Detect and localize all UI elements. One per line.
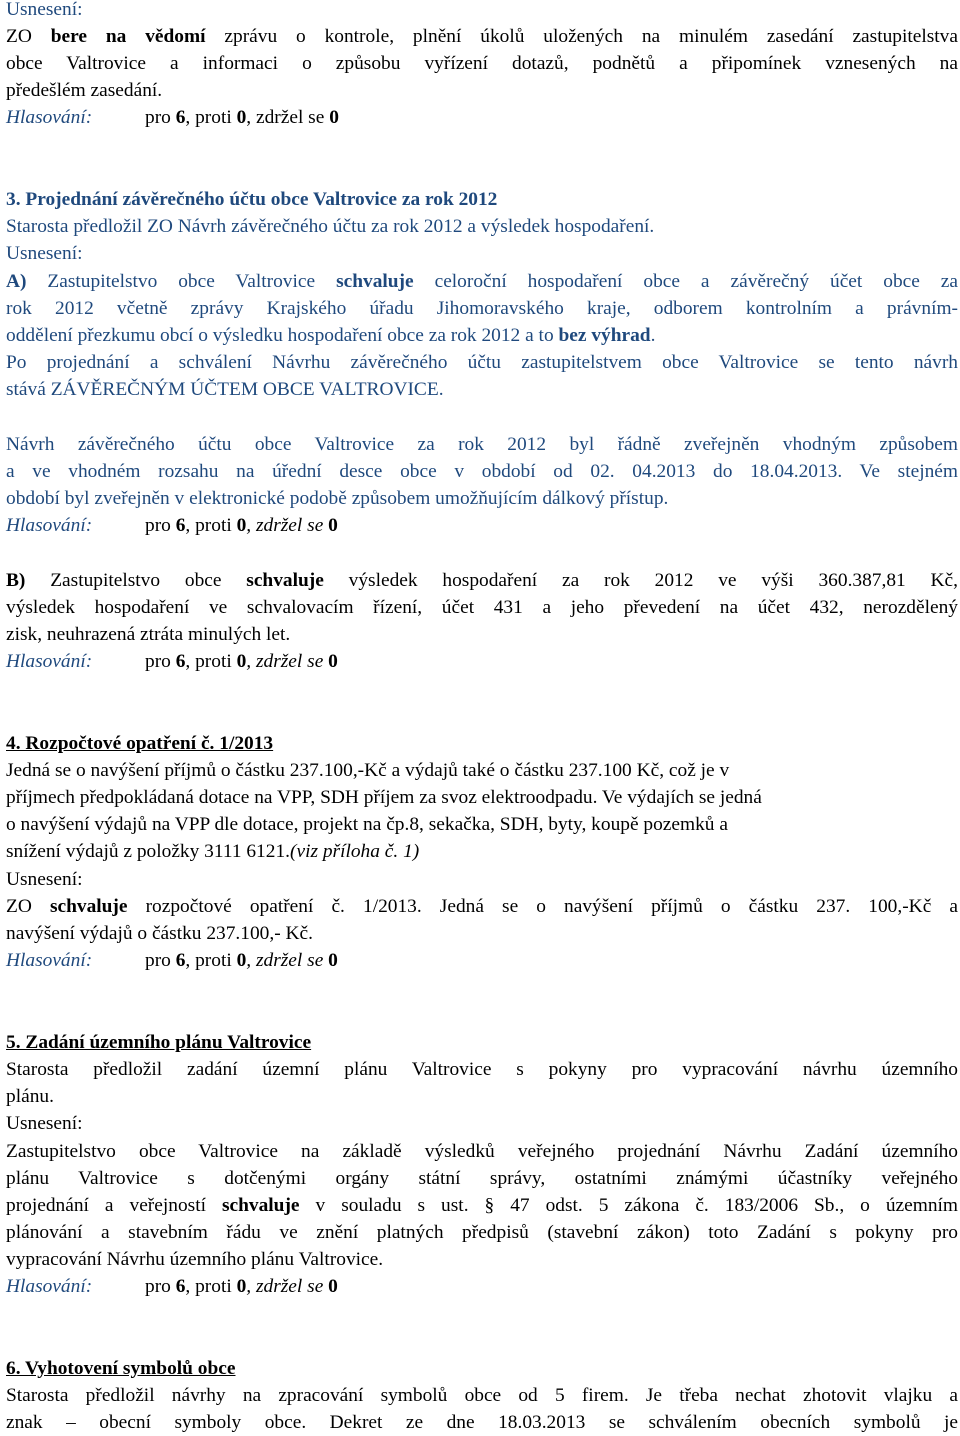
vote-line: Hlasování: pro 6, proti 0, zdržel se 0 [6, 1276, 338, 1297]
resolution-line: ZO schvaluje rozpočtové opatření č. 1/2013. Jedná se o navýšení příjmů o částku 237. 100,-Kč a [6, 896, 958, 917]
vote-line: Hlasování: pro 6, proti 0, zdržel se 0 [6, 107, 339, 128]
section-heading: 4. Rozpočtové opatření č. 1/2013 [6, 733, 274, 754]
resolution-line: plánování a stavebním řádu ve znění platných předpisů (stavební zákon) toto Zadání s pokyny pro [6, 1222, 958, 1243]
resolution-line: zisk, neuhrazená ztráta minulých let. [6, 624, 291, 645]
paragraph-line: Starosta předložil ZO Návrh závěrečného účtu za rok 2012 a výsledek hospodaření. [6, 216, 655, 237]
resolution-line: oddělení přezkumu obcí o výsledku hospodaření obce za rok 2012 a to bez výhrad. [6, 325, 656, 346]
resolution-line: Návrh závěrečného účtu obce Valtrovice za rok 2012 byl řádně zveřejněn vhodným způsobem [6, 434, 958, 455]
section-heading: 6. Vyhotovení symbolů obce [6, 1358, 236, 1379]
resolution-label: Usnesení: [6, 243, 83, 264]
resolution-line: projednání a veřejností schvaluje v souladu s ust. § 47 odst. 5 zákona č. 183/2006 Sb., o územním [6, 1195, 959, 1216]
paragraph-line: snížení výdajů z položky 3111 6121.(viz příloha č. 1) [6, 841, 420, 862]
resolution-line: období byl zveřejněn v elektronické podobě způsobem umožňujícím dálkový přístup. [6, 488, 669, 509]
resolution-line: A) Zastupitelstvo obce Valtrovice schvaluje celoroční hospodaření obce a závěrečný účet obce za [6, 271, 959, 292]
intro-line: obce Valtrovice a informaci o způsobu vyřízení dotazů, podnětů a připomínek vznesených na [6, 53, 958, 74]
paragraph-line: o navýšení výdajů na VPP dle dotace, projekt na čp.8, sekačka, SDH, byty, koupě pozemků a [6, 814, 728, 835]
resolution-line: výsledek hospodaření ve schvalovacím řízení, účet 431 a jeho převedení na účet 432, nerozdělený [6, 597, 958, 618]
resolution-line: stává ZÁVĚREČNÝM ÚČTEM OBCE VALTROVICE. [6, 379, 444, 400]
resolution-line: a ve vhodném rozsahu na úřední desce obce v období od 02. 04.2013 do 18.04.2013. Ve stejném [6, 461, 958, 482]
paragraph-line: Jedná se o navýšení příjmů o částku 237.100,-Kč a výdajů také o částku 237.100 Kč, což je v [6, 760, 730, 781]
resolution-line: plánu Valtrovice s dotčenými orgány státní správy, ostatními známými účastníky veřejného [6, 1168, 958, 1189]
resolution-label: Usnesení: [6, 1113, 83, 1134]
vote-line: Hlasování: pro 6, proti 0, zdržel se 0 [6, 651, 338, 672]
resolution-line: B) Zastupitelstvo obce schvaluje výsledek hospodaření za rok 2012 ve výši 360.387,81 Kč, [6, 570, 958, 591]
paragraph-line: Starosta předložil návrhy na zpracování symbolů obce od 5 firem. Je třeba nechat zhotovit vlajku a [6, 1385, 958, 1406]
vote-line: Hlasování: pro 6, proti 0, zdržel se 0 [6, 950, 338, 971]
vote-line: Hlasování: pro 6, proti 0, zdržel se 0 [6, 515, 338, 536]
paragraph-line: plánu. [6, 1086, 54, 1107]
paragraph-line: Starosta předložil zadání územní plánu Valtrovice s pokyny pro vypracování návrhu územního [6, 1059, 958, 1080]
resolution-line: rok 2012 včetně zprávy Krajského úřadu Jihomoravského kraje, odborem kontrolním a právním- [6, 298, 958, 319]
resolution-label: Usnesení: [6, 869, 83, 890]
resolution-line: vypracování Návrhu územního plánu Valtrovice. [6, 1249, 384, 1270]
paragraph-line: příjmech předpokládaná dotace na VPP, SDH příjem za svoz elektroodpadu. Ve výdajích se jedná [6, 787, 762, 808]
intro-line: ZO bere na vědomí zprávu o kontrole, plnění úkolů uložených na minulém zasedání zastupitelstva [6, 26, 958, 47]
intro-line: předešlém zasedání. [6, 80, 163, 101]
resolution-line: navýšení výdajů o částku 237.100,- Kč. [6, 923, 313, 944]
paragraph-line: znak – obecní symboly obce. Dekret ze dne 18.03.2013 se schválením obecních symbolů je [6, 1412, 958, 1433]
resolution-line: Zastupitelstvo obce Valtrovice na základě výsledků veřejného projednání Návrhu Zadání územního [6, 1141, 958, 1162]
resolution-label: Usnesení: [6, 0, 83, 20]
section-heading: 3. Projednání závěrečného účtu obce Valtrovice za rok 2012 [6, 189, 498, 210]
resolution-line: Po projednání a schválení Návrhu závěrečného účtu zastupitelstvem obce Valtrovice se tento návrh [6, 352, 958, 373]
section-heading: 5. Zadání územního plánu Valtrovice [6, 1032, 312, 1053]
